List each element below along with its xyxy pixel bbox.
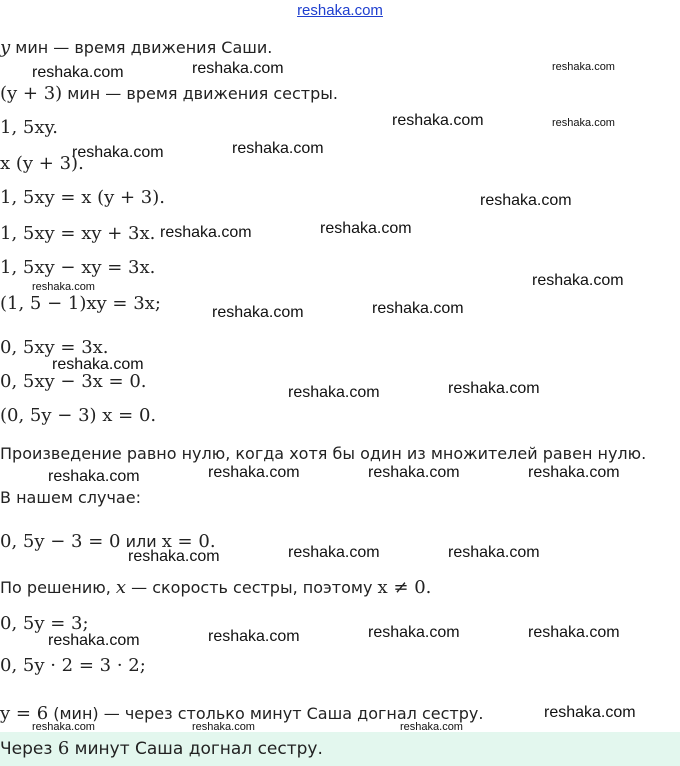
- math-expr: 1, 5xy − xy = 3x.: [0, 257, 156, 278]
- line-text: Произведение равно нулю, когда хотя бы один из множителей равен нулю.: [0, 444, 647, 463]
- math-expr: 0, 5xy = 3x.: [0, 337, 109, 358]
- watermark: reshaka.com: [208, 464, 300, 481]
- watermark: reshaka.com: [532, 272, 624, 289]
- math-expr: 1, 5xy.: [0, 117, 58, 138]
- math-expr: x ≠ 0.: [377, 577, 432, 598]
- solution-line-12: [0, 444, 646, 464]
- math-expr: (y + 3): [0, 83, 63, 104]
- math-expr: 0, 5xy − 3x = 0.: [0, 371, 147, 392]
- solution-line-13: [0, 488, 141, 508]
- watermark: reshaka.com: [48, 468, 140, 485]
- watermark: reshaka.com: [320, 220, 412, 237]
- watermark: reshaka.com: [208, 628, 300, 645]
- watermark: reshaka.com: [32, 721, 95, 733]
- line-text: В нашем случае:: [0, 488, 141, 507]
- line-text: мин — время движения Саши.: [10, 38, 273, 57]
- watermark: reshaka.com: [232, 140, 324, 157]
- watermark: reshaka.com: [400, 721, 463, 733]
- math-expr: 0, 5y · 2 = 3 · 2;: [0, 655, 146, 676]
- watermark: reshaka.com: [392, 112, 484, 129]
- watermark: reshaka.com: [192, 721, 255, 733]
- watermark: reshaka.com: [72, 144, 164, 161]
- watermark: reshaka.com: [32, 64, 124, 81]
- solution-line-3: [0, 118, 58, 138]
- watermark: reshaka.com: [528, 464, 620, 481]
- watermark: reshaka.com: [552, 117, 615, 129]
- solution-line-16: [0, 614, 89, 634]
- solution-line-7: [0, 258, 155, 278]
- watermark: reshaka.com: [192, 60, 284, 77]
- watermark: reshaka.com: [288, 544, 380, 561]
- answer-box: [0, 732, 680, 766]
- math-expr: y = 6: [0, 703, 49, 724]
- watermark: reshaka.com: [160, 224, 252, 241]
- line-text: мин — время движения сестры.: [62, 84, 338, 103]
- math-expr: 6: [57, 738, 70, 759]
- watermark: reshaka.com: [552, 61, 615, 73]
- solution-line-11: [0, 406, 156, 426]
- solution-line-15: [0, 578, 431, 598]
- solution-line-1: [0, 38, 272, 58]
- watermark: reshaka.com: [544, 704, 636, 721]
- math-expr: 0, 5y − 3 = 0: [0, 531, 121, 552]
- solution-line-17: [0, 656, 146, 676]
- watermark: reshaka.com: [368, 624, 460, 641]
- line-text: — скорость сестры, поэтому: [126, 578, 378, 597]
- solution-line-9: [0, 338, 109, 358]
- watermark: reshaka.com: [212, 304, 304, 321]
- watermark: reshaka.com: [372, 300, 464, 317]
- line-text: (мин) — через столько минут Саша догнал сестру.: [48, 704, 484, 723]
- math-expr: x (y + 3).: [0, 153, 84, 174]
- watermark: reshaka.com: [288, 384, 380, 401]
- watermark: reshaka.com: [368, 464, 460, 481]
- math-expr: (1, 5 − 1)xy = 3x;: [0, 293, 161, 314]
- solution-line-6: [0, 224, 155, 244]
- watermark: reshaka.com: [480, 192, 572, 209]
- answer-text: Через 6 минут Саша догнал сестру.: [0, 738, 323, 759]
- line-text: или: [120, 532, 162, 551]
- watermark: reshaka.com: [448, 380, 540, 397]
- math-expr: (0, 5y − 3) x = 0.: [0, 405, 157, 426]
- solution-line-2: [0, 84, 338, 104]
- math-expr: x: [115, 577, 127, 598]
- watermark: reshaka.com: [32, 281, 95, 293]
- watermark: reshaka.com: [528, 624, 620, 641]
- site-header-link[interactable]: reshaka.com: [297, 2, 383, 19]
- watermark: reshaka.com: [48, 632, 140, 649]
- math-expr: 1, 5xy = xy + 3x.: [0, 223, 156, 244]
- solution-line-5: [0, 188, 165, 208]
- solution-line-8: [0, 294, 161, 314]
- line-text: По решению,: [0, 578, 116, 597]
- watermark: reshaka.com: [128, 548, 220, 565]
- watermark: reshaka.com: [52, 356, 144, 373]
- solution-line-10: [0, 372, 147, 392]
- math-expr: 0, 5y = 3;: [0, 613, 89, 634]
- math-expr: 1, 5xy = x (y + 3).: [0, 187, 165, 208]
- math-expr: x = 0.: [161, 531, 216, 552]
- watermark: reshaka.com: [448, 544, 540, 561]
- math-expr: y: [0, 37, 11, 58]
